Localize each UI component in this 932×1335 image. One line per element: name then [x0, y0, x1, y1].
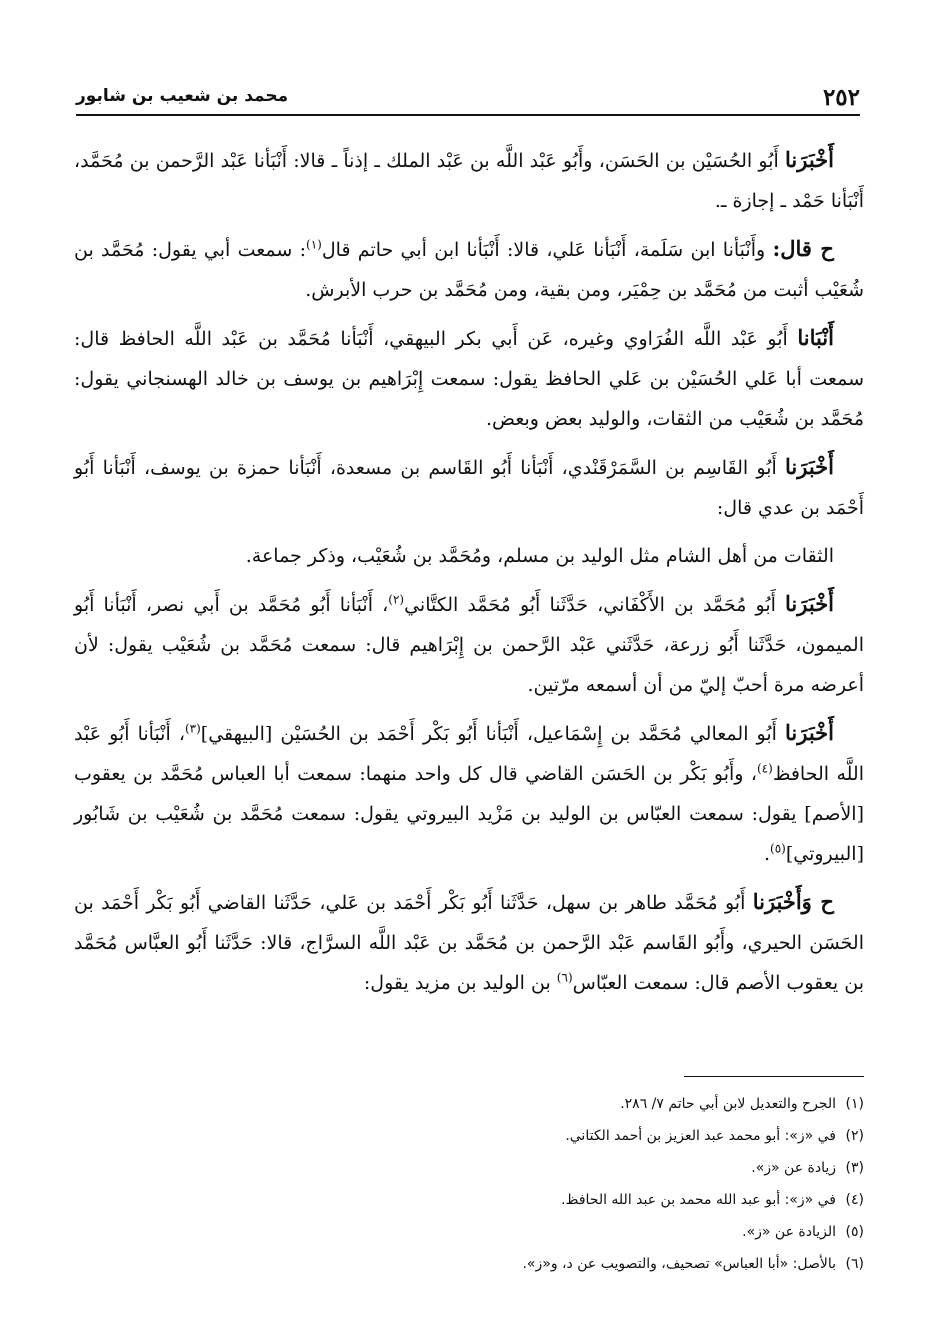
footnote-number: (٤) [845, 1192, 864, 1208]
paragraph-lead: أَنْبَانا [797, 325, 834, 350]
paragraph-text: الثقات من أهل الشام مثل الوليد بن مسلم، ومُحَمَّد بن شُعَيْب، وذكر جماعة. [245, 545, 834, 567]
paragraph-1 [74, 140, 864, 221]
footnote-item [74, 1152, 864, 1184]
paragraph-lead: ح قال: [772, 236, 834, 261]
paragraph-lead: ح وَأَخْبَرَنا [752, 889, 834, 914]
paragraph-text: أَبُو المعالي مُحَمَّد بن إِسْمَاعيل، أَنْبَأنا أَبُو بَكْر أَحْمَد بن الحُسَيْن [البيهقي] [200, 723, 786, 745]
main-text [74, 140, 864, 1011]
footnote-number: (٣) [845, 1160, 864, 1176]
footnote-item [74, 1120, 864, 1152]
footnote-number: (٢) [845, 1128, 864, 1144]
page-header [76, 70, 860, 116]
footnote-text: في «ز»: أبو محمد عبد العزيز بن أحمد الكتاني. [565, 1128, 836, 1144]
paragraph-6 [74, 584, 864, 705]
footnote-number: (٦) [845, 1256, 864, 1272]
paragraph-lead: أَخْبَرَنا [785, 591, 835, 616]
footnote-ref: (٣) [184, 721, 201, 736]
paragraph-text: أَبُو مُحَمَّد طاهر بن سهل، حَدَّثَنا أَبُو بَكْر أَحْمَد بن عَلي، حَدَّثَنا القاضي أَبُو بَكْر أَحْمَد بن الحَسَن الحيري، وأَبُو القَاسم عَبْد الرَّحمن بن مُحَمَّد بن عَبْد اللَّه السرَّاج، قالا: حَدَّثَنا أَبُو العبَّاس مُحَمَّد بن يعقوب الأصم قال: سمعت العبّاس [74, 892, 864, 994]
footnote-separator [684, 1076, 864, 1077]
footnote-item [74, 1216, 864, 1248]
paragraph-text: . [763, 843, 771, 865]
paragraph-text: : سمعت أبي يقول: مُحَمَّد بن شُعَيْب أثبت من مُحَمَّد بن حِمْيَر، ومن بقية، ومن مُحَمَّد بن حرب الأبرش. [74, 239, 864, 301]
header-rule [76, 114, 860, 116]
paragraph-lead: أَخْبَرَنا [785, 454, 834, 479]
paragraph-text: ، وأَبُو بَكْر بن الحَسَن القاضي قال كل واحد منهما: سمعت أبا العباس مُحَمَّد بن يعقوب [الأصم] يقول: سمعت العبّاس بن الوليد بن مَزْيد البيروتي يقول: سمعت مُحَمَّد بن شُعَيْب بن شَابُور [البيروتي] [74, 763, 864, 865]
paragraph-7 [74, 713, 864, 874]
paragraph-text: أَبُو الحُسَيْن بن الحَسَن، وأَبُو عَبْد اللَّه بن عَبْد الملك ـ إذناً ـ قالا: أَنْبَأنا عَبْد الرَّحمن بن مُحَمَّد، أَنْبَأنا حَمْد ـ إجازة ـ. [74, 150, 864, 212]
paragraph-4 [74, 447, 864, 528]
footnote-text: في «ز»: أبو عبد الله محمد بن عبد الله الحافظ. [561, 1192, 836, 1208]
footnote-ref: (٤) [756, 761, 773, 776]
footnote-item [74, 1088, 864, 1120]
footnote-item [74, 1248, 864, 1280]
paragraph-2 [74, 229, 864, 310]
footnote-text: زيادة عن «ز». [751, 1160, 836, 1176]
footnote-text: بالأصل: «أبا العباس» تصحيف، والتصويب عن د، و«ز». [522, 1256, 836, 1272]
running-title: محمد بن شعيب بن شابور [76, 86, 289, 106]
paragraph-text: بن الوليد بن مزيد يقول: [363, 972, 557, 994]
paragraph-text: ، أَنْبَأنا أَبُو مُحَمَّد بن أَبي نصر، أَنْبَأنا أَبُو الميمون، حَدَّثَنا أَبُو زرعة، حَدَّثَني عَبْد الرَّحمن بن إِبْرَاهيم قال: سمعت مُحَمَّد بن شُعَيْب يقول: لأن أعرضه مرة أحبّ إليّ من أن أسمعه مرّتين. [74, 594, 864, 696]
paragraph-text: ، أَنْبَأنا أَبُو عَبْد اللَّه الحافظ [74, 723, 864, 785]
paragraph-text: أَبُو عَبْد اللَّه الفُرَاوي وغيره، عَن أَبي بكر البيهقي، أَنْبَأنا مُحَمَّد بن عَبْد اللَّه الحافظ قال: سمعت أبا عَلي الحُسَيْن بن عَلي الحافظ يقول: سمعت إِبْرَاهيم بن يوسف بن خالد الهسنجاني يقول: مُحَمَّد بن شُعَيْب من الثقات، والوليد بعض وبعض. [74, 328, 864, 430]
footnote-text: الجرح والتعديل لابن أبي حاتم ٧/ ٢٨٦. [620, 1096, 836, 1112]
footnotes [74, 1088, 864, 1280]
footnote-number: (١) [845, 1096, 864, 1112]
paragraph-8 [74, 882, 864, 1003]
paragraph-3 [74, 318, 864, 439]
footnote-item [74, 1184, 864, 1216]
footnote-text: الزيادة عن «ز». [742, 1224, 836, 1240]
paragraph-text: أَبُو القَاسِم بن السَّمَرْقَنْدي، أَنْبَأنا أَبُو القَاسم بن مسعدة، أَنْبَأنا حمزة بن يوسف، أَنْبَأنا أَبُو أَحْمَد بن عدي قال: [74, 457, 864, 519]
footnote-ref: (٥) [770, 841, 786, 856]
paragraph-text: أَبُو مُحَمَّد بن الأَكْفَاني، حَدَّثَنا أَبُو مُحَمَّد الكتَّاني [404, 594, 786, 616]
paragraph-5 [74, 536, 864, 576]
footnote-ref: (٦) [556, 970, 573, 985]
page-number: ٢٥٢ [822, 84, 860, 111]
footnote-ref: (٢) [388, 592, 405, 607]
footnote-number: (٥) [845, 1224, 864, 1240]
footnote-ref: (١) [306, 237, 322, 252]
paragraph-text: وأَنْبَأنا ابن سَلَمة، أَنْبَأنا عَلي، قالا: أَنْبَأنا ابن أبي حاتم قال [321, 239, 773, 261]
paragraph-lead: أَخْبَرَنا [785, 147, 834, 172]
paragraph-lead: أَخْبَرَنا [785, 720, 834, 745]
